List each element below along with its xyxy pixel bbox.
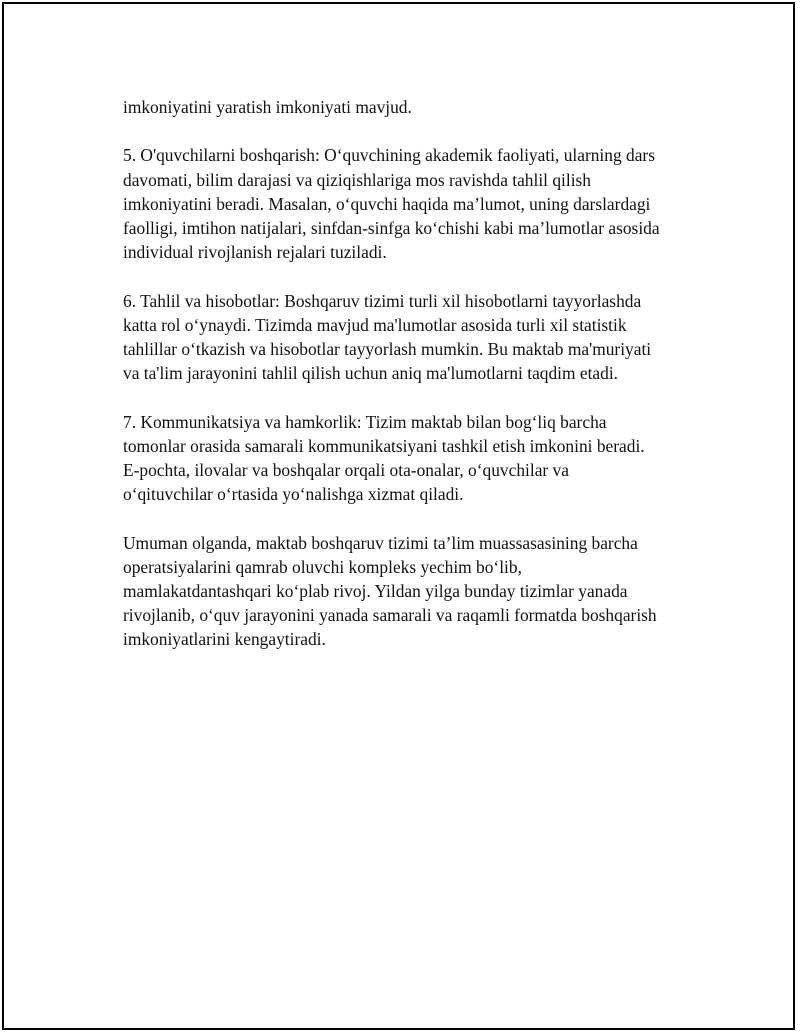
document-body — [123, 95, 693, 676]
text-line: o‘qituvchilar o‘rtasida yo‘nalishga xizmat qiladi. — [123, 484, 464, 505]
paragraph-analysis-reports — [123, 289, 693, 386]
text-line: imkoniyatlarini kengaytiradi. — [123, 629, 326, 650]
text-line: tomonlar orasida samarali kommunikatsiyani tashkil etish imkonini beradi. — [123, 435, 645, 456]
text-line: 7. Kommunikatsiya va hamkorlik: Tizim maktab bilan bog‘liq barcha — [123, 411, 607, 432]
text-line: E-pochta, ilovalar va boshqalar orqali ota-onalar, o‘quvchilar va — [123, 460, 569, 480]
text-line: va ta'lim jarayonini tahlil qilish uchun aniq ma'lumotlarni taqdim etadi. — [123, 363, 619, 384]
text-line: imkoniyatini beradi. Masalan, o‘quvchi haqida ma’lumot, uning darslardagi — [123, 193, 651, 214]
paragraph-student-management — [123, 143, 693, 264]
text-line: individual rivojlanish rejalari tuziladi. — [123, 242, 387, 263]
text-line: faolligi, imtihon natijalari, sinfdan-sinfga ko‘chishi kabi ma’lumotlar asosida — [123, 218, 660, 238]
paragraph-conclusion — [123, 531, 693, 652]
text-line: Umuman olganda, maktab boshqaruv tizimi ta’lim muassasasining barcha — [123, 532, 638, 553]
text-line: imkoniyatini yaratish imkoniyati mavjud. — [123, 97, 412, 117]
text-line: tahlillar o‘tkazish va hisobotlar tayyorlash mumkin. Bu maktab ma'muriyati — [123, 339, 652, 359]
paragraph-continuation — [123, 95, 693, 119]
page-frame — [2, 2, 795, 1030]
text-line: 6. Tahlil va hisobotlar: Boshqaruv tizimi turli xil hisobotlarni tayyorlashda — [123, 290, 642, 311]
paragraph-communication — [123, 410, 693, 507]
text-line: mamlakatdantashqari ko‘plab rivoj. Yildan yilga bunday tizimlar yanada — [123, 581, 628, 601]
text-line: operatsiyalarini qamrab oluvchi kompleks yechim bo‘lib, — [123, 556, 522, 577]
text-line: davomati, bilim darajasi va qiziqishlariga mos ravishda tahlil qilish — [123, 169, 592, 190]
text-line: katta rol o‘ynaydi. Tizimda mavjud ma'lumotlar asosida turli xil statistik — [123, 314, 627, 335]
text-line: 5. O'quvchilarni boshqarish: O‘quvchining akademik faoliyati, ularning dars — [123, 145, 655, 166]
text-line: rivojlanib, o‘quv jarayonini yanada samarali va raqamli formatda boshqarish — [123, 605, 657, 626]
